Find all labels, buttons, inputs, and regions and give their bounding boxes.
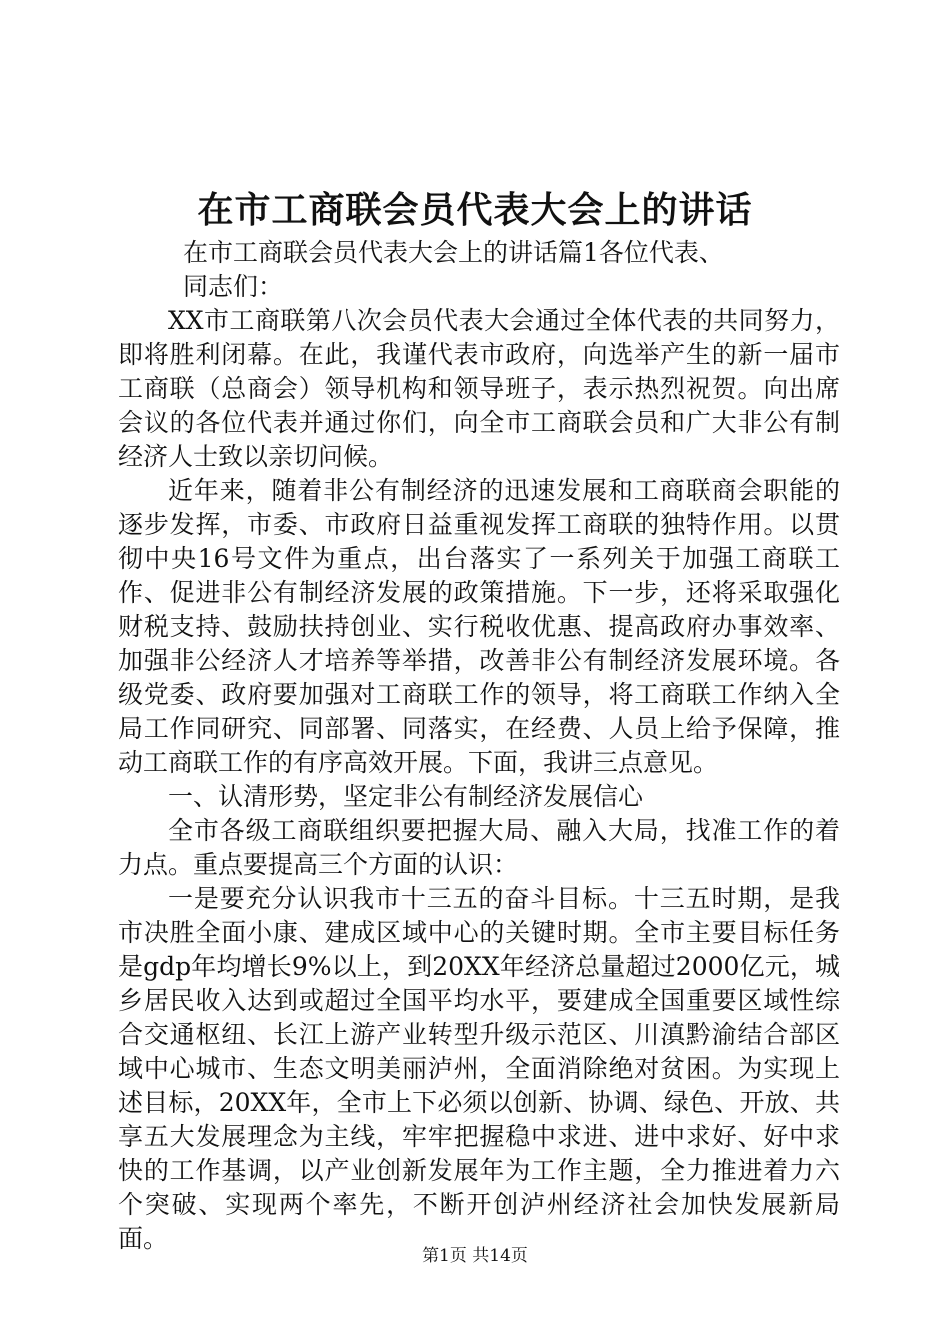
page-footer: 第1页 共14页 [422,1246,528,1266]
document-title: 在市工商联会员代表大会上的讲话 [197,189,753,231]
paragraph-intro: 在市工商联会员代表大会上的讲话篇1各位代表、 [183,238,724,267]
paragraph-section-1-intro: 全市各级工商联组织要把握大局、融入大局，找准工作的着力点。重点要提高三个方面的认识： [118,816,840,879]
paragraph-opening: XX市工商联第八次会员代表大会通过全体代表的共同努力，即将胜利闭幕。在此，我谨代表市政府，向选举产生的新一届市工商联（总商会）领导机构和领导班子，表示热烈祝贺。向出席会议的各位代表并通过你们，向全市工商联会员和广大非公有制经济人士致以亲切问候。 [118,306,840,471]
section-heading-1: 一、认清形势，坚定非公有制经济发展信心 [168,782,644,811]
document-body [118,236,840,1256]
paragraph-salutation: 同志们： [183,272,284,301]
paragraph-goals: 一是要充分认识我市十三五的奋斗目标。十三五时期，是我市决胜全面小康、建成区域中心的关键时期。全市主要目标任务是gdp年均增长9%以上，到20XX年经济总量超过2000亿元，城乡居民收入达到或超过全国平均水平，要建成全国重要区域性综合交通枢纽、长江上游产业转型升级示范区、川滇黔渝结合部区域中心城市、生态文明美丽泸州，全面消除绝对贫困。为实现上述目标，20XX年，全市上下必须以创新、协调、绿色、开放、共享五大发展理念为主线，牢牢把握稳中求进、进中求好、好中求快的工作基调，以产业创新发展年为工作主题，全力推进着力六个突破、实现两个率先，不断开创泸州经济社会加快发展新局面。 [118,884,840,1253]
paragraph-background: 近年来，随着非公有制经济的迅速发展和工商联商会职能的逐步发挥，市委、市政府日益重视发挥工商联的独特作用。以贯彻中央16号文件为重点，出台落实了一系列关于加强工商联工作、促进非公有制经济发展的政策措施。下一步，还将采取强化财税支持、鼓励扶持创业、实行税收优惠、提高政府办事效率、加强非公经济人才培养等举措，改善非公有制经济发展环境。各级党委、政府要加强对工商联工作的领导，将工商联工作纳入全局工作同研究、同部署、同落实，在经费、人员上给予保障，推动工商联工作的有序高效开展。下面，我讲三点意见。 [118,476,840,777]
